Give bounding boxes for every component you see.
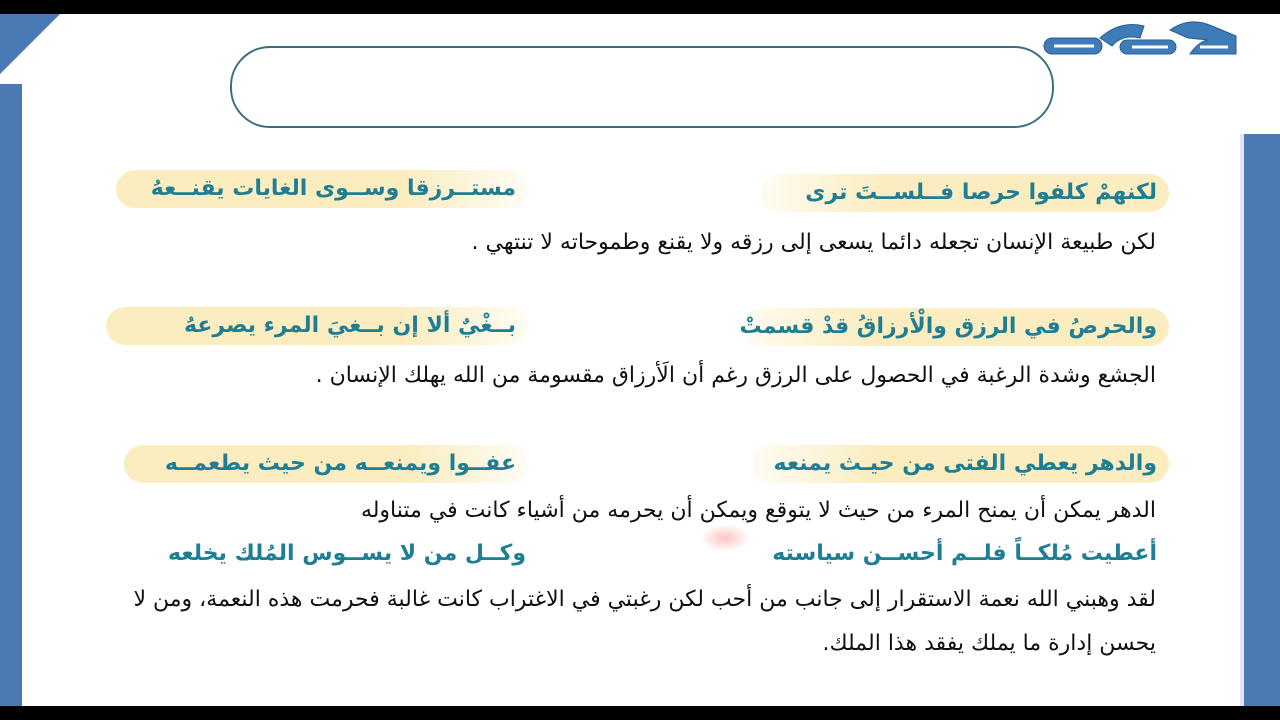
left-accent-bar xyxy=(0,14,22,706)
explanation-2: الجشع وشدة الرغبة في الحصول على الرزق رغم أن الَأرزاق مقسومة من الله يهلك الإنسان . xyxy=(315,363,1156,388)
explanation-1: لكن طبيعة الإنسان تجعله دائما يسعى إلى رزقه ولا يقنع وطموحاته لا تنتهي . xyxy=(471,230,1156,255)
left-accent-corner xyxy=(0,14,62,84)
verse-3-left: عفــوا ويمنعــه من حيث يطعمــه xyxy=(124,445,528,483)
verse-4-left: وكــل من لا يســوس المُلك يخلعه xyxy=(168,541,526,566)
brand-logo-icon xyxy=(1040,16,1240,76)
pen-mark xyxy=(700,524,750,552)
slide xyxy=(0,14,1280,706)
explanation-4: لقد وهبني الله نعمة الاستقرار إلى جانب من أحب لكن رغبتي في الاغتراب كانت غالبة فحرمت هذه النعمة، ومن لا يحسن إدارة ما يملك يفقد هذا الملك. xyxy=(133,587,1156,656)
verse-4-right: أعطيت مُلكــاً فلــم أحســن سياسته xyxy=(772,541,1157,566)
verse-1-left: مستــرزقا وســوى الغايات يقنــعهُ xyxy=(116,170,528,208)
verse-1-right: لكنهمْ كلفوا حرصا فــلســتَ ترى xyxy=(760,174,1169,212)
right-accent-bar xyxy=(1244,134,1280,706)
title-box xyxy=(230,46,1054,128)
verse-2-left: بــغْيٌ ألا إن بــغيَ المرء يصرعهُ xyxy=(106,307,528,345)
verse-3-right: والدهر يعطي الفتى من حيـث يمنعه xyxy=(752,445,1169,483)
explanation-3: الدهر يمكن أن يمنح المرء من حيث لا يتوقع ويمكن أن يحرمه من أشياء كانت في متناوله xyxy=(360,498,1156,523)
verse-2-right: والحرصُ في الرزق والْأرزاقُ قدْ قسمتْ xyxy=(742,308,1169,346)
